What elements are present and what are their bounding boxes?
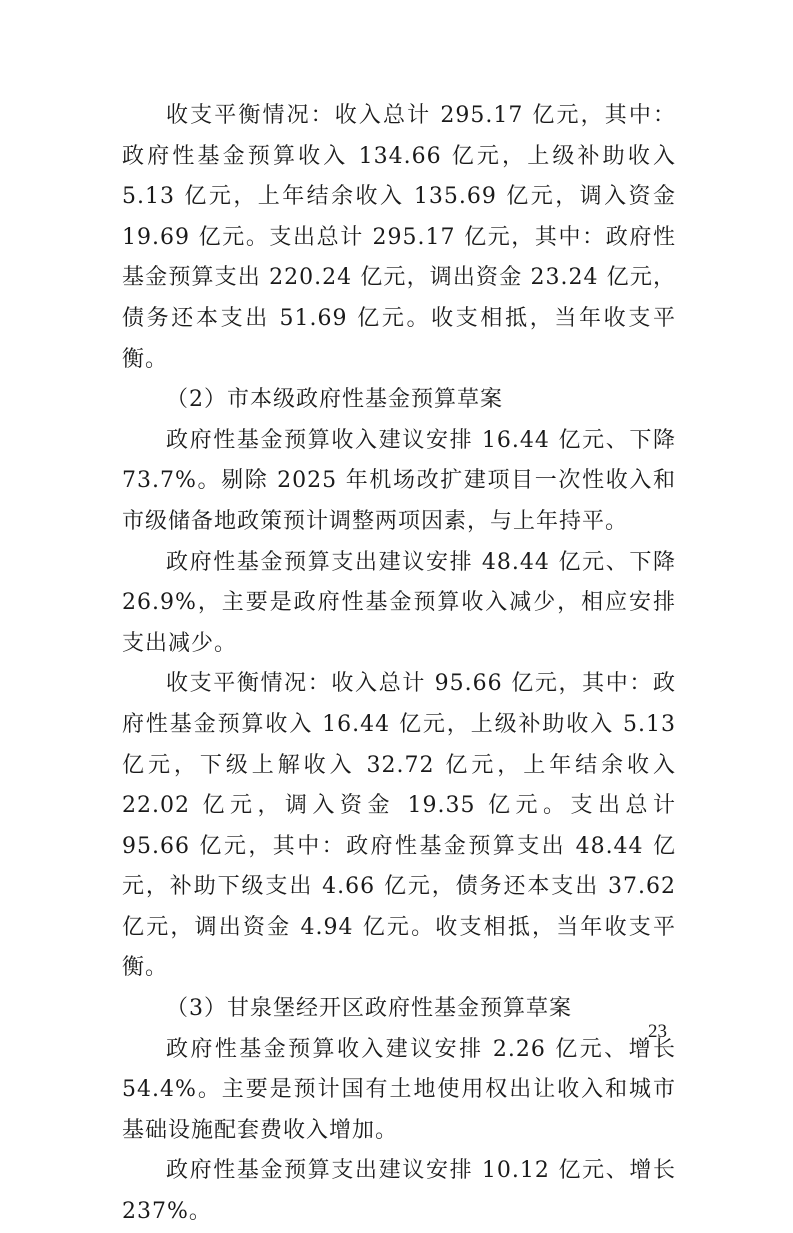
paragraph-ganquanbao-expenditure: 政府性基金预算支出建议安排 10.12 亿元、增长 237%。: [122, 1158, 676, 1225]
page-number: 23: [648, 1021, 667, 1042]
paragraph-city-balance: 收支平衡情况：收入总计 95.66 亿元，其中：政府性基金预算收入 16.44 亿元，上级补助收入 5.13 亿元，下级上解收入 32.72 亿元，上年结余收入 22.02 亿元，调入资金 19.35 亿元。支出总计 95.66 亿元，其中：政府性基金预算支出 48.44 亿元，补助下级支出 4.66 亿元，债务还本支出 37.62 亿元，调出资金 4.94 亿元。收支相抵，当年收支平衡。: [122, 671, 676, 981]
body-text: [122, 96, 676, 1233]
paragraph-city-expenditure: 政府性基金预算支出建议安排 48.44 亿元、下降 26.9%，主要是政府性基金预算收入减少，相应安排支出减少。: [122, 549, 676, 656]
paragraph-balance-summary: 收支平衡情况：收入总计 295.17 亿元，其中：政府性基金预算收入 134.66 亿元，上级补助收入 5.13 亿元，上年结余收入 135.69 亿元，调入资金 19.69 亿元。支出总计 295.17 亿元，其中：政府性基金预算支出 220.24 亿元，调出资金 23.24 亿元，债务还本支出 51.69 亿元。收支相抵，当年收支平衡。: [122, 103, 676, 372]
paragraph-city-revenue: 政府性基金预算收入建议安排 16.44 亿元、下降 73.7%。剔除 2025 年机场改扩建项目一次性收入和市级储备地政策预计调整两项因素，与上年持平。: [122, 427, 676, 534]
section-heading-ganquanbao: （3）甘泉堡经开区政府性基金预算草案: [166, 996, 572, 1022]
paragraph-ganquanbao-revenue: 政府性基金预算收入建议安排 2.26 亿元、增长 54.4%。主要是预计国有土地使用权出让收入和城市基础设施配套费收入增加。: [122, 1036, 676, 1143]
section-heading-city-level: （2）市本级政府性基金预算草案: [166, 387, 503, 413]
